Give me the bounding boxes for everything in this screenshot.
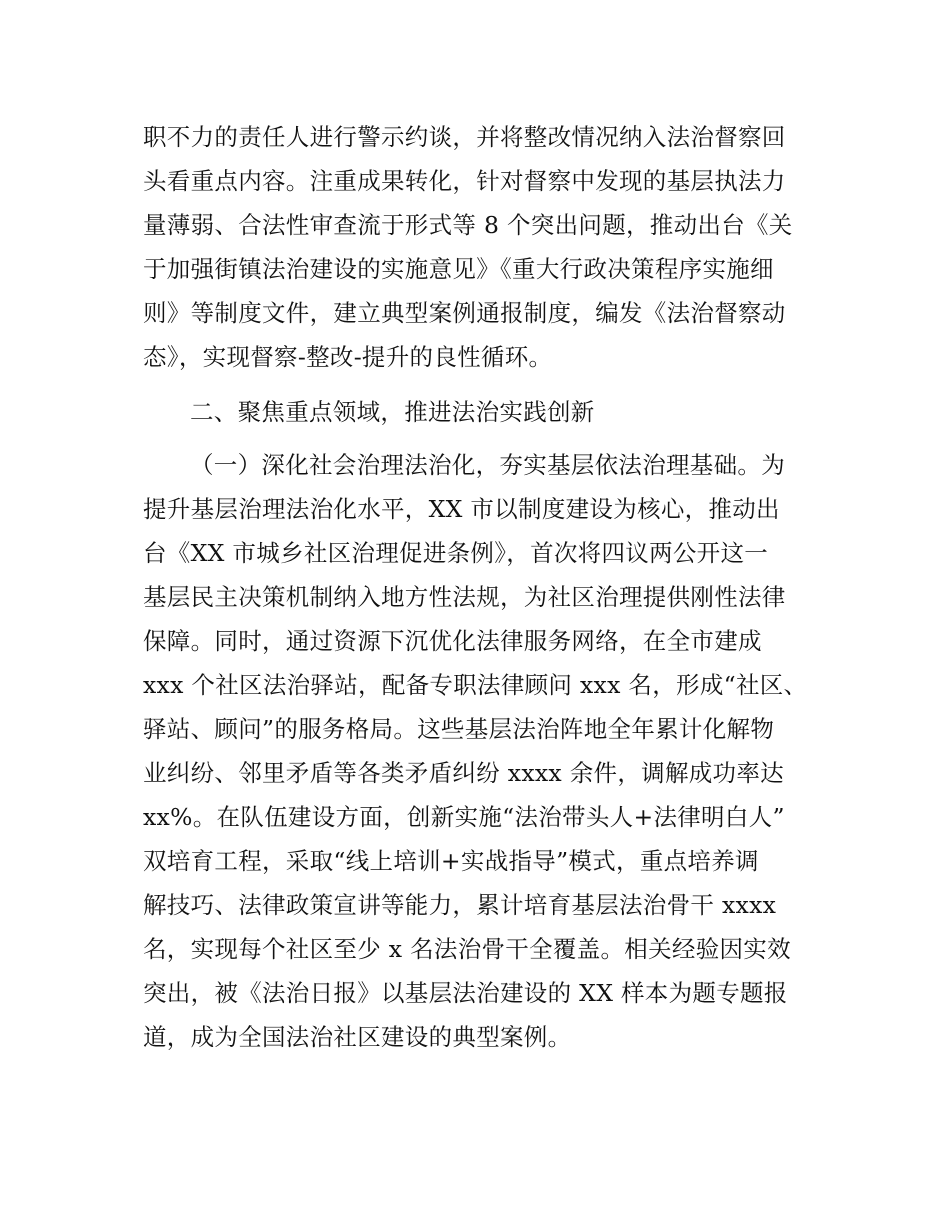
text-line-11: 基层民主决策机制纳入地方性法规，为社区治理提供刚性法律 xyxy=(143,583,786,611)
section-heading: 二、聚焦重点领域，推进法治实践创新 xyxy=(190,398,595,426)
text-line-4: 于加强街镇法治建设的实施意见》《重大行政决策程序实施细 xyxy=(143,255,774,283)
text-line-3: 量薄弱、合法性审查流于形式等 8 个突出问题，推动出台《关 xyxy=(143,211,793,239)
text-line-17: 双培育工程，采取“线上培训+实战指导”模式，重点培养调 xyxy=(143,847,759,875)
text-line-10: 台《XX 市城乡社区治理促进条例》，首次将四议两公开这一 xyxy=(143,539,769,567)
subsection-first-line: （一）深化社会治理法治化，夯实基层依法治理基础。为 xyxy=(190,451,785,479)
text-line-6: 态》，实现督察-整改-提升的良性循环。 xyxy=(143,343,553,371)
text-line-15: 业纠纷、邻里矛盾等各类矛盾纠纷 xxxx 余件，调解成功率达 xyxy=(143,759,784,787)
text-line-1: 职不力的责任人进行警示约谈，并将整改情况纳入法治督察回 xyxy=(143,123,786,151)
text-line-2: 头看重点内容。注重成果转化，针对督察中发现的基层执法力 xyxy=(143,167,786,195)
text-line-16: xx%。在队伍建设方面，创新实施“法治带头人+法律明白人” xyxy=(143,803,785,831)
text-line-19: 名，实现每个社区至少 x 名法治骨干全覆盖。相关经验因实效 xyxy=(143,935,791,963)
text-line-13: xxx 个社区法治驿站，配备专职法律顾问 xxx 名，形成“社区、 xyxy=(143,671,808,699)
text-line-12: 保障。同时，通过资源下沉优化法律服务网络，在全市建成 xyxy=(143,627,762,655)
text-line-14: 驿站、顾问”的服务格局。这些基层法治阵地全年累计化解物 xyxy=(143,715,775,743)
text-line-18: 解技巧、法律政策宣讲等能力，累计培育基层法治骨干 xxxx xyxy=(143,891,777,919)
text-line-21: 道，成为全国法治社区建设的典型案例。 xyxy=(143,1023,572,1051)
text-line-5: 则》等制度文件，建立典型案例通报制度，编发《法治督察动 xyxy=(143,299,786,327)
text-line-20: 突出，被《法治日报》以基层法治建设的 XX 样本为题专题报 xyxy=(143,979,788,1007)
text-line-9: 提升基层治理法治化水平，XX 市以制度建设为核心，推动出 xyxy=(143,495,780,523)
